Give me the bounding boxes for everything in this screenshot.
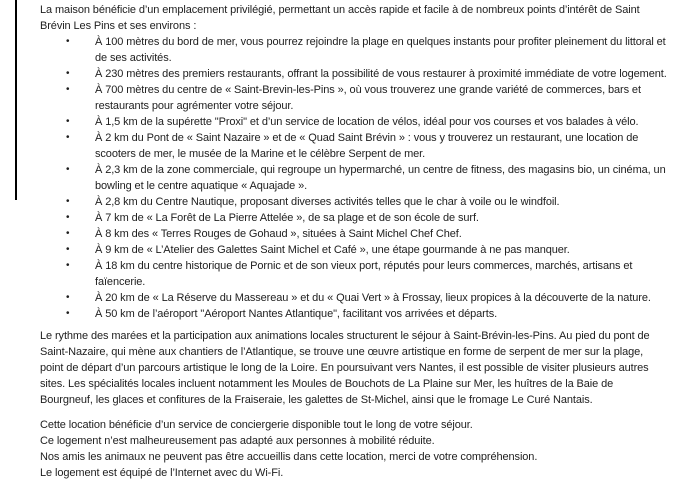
- notes-block: [40, 417, 668, 481]
- poi-item-text: À 8 km des « Terres Rouges de Gohaud », situées à Saint Michel Chef Chef.: [95, 228, 462, 240]
- bullet-icon: •: [66, 132, 70, 143]
- poi-item-text: À 100 mètres du bord de mer, vous pourrez rejoindre la plage en quelques instants pour profiter pleinement du littoral et de ses activités.: [95, 36, 666, 64]
- intro-paragraph: La maison bénéficie d’un emplacement privilégié, permettant un accès rapide et facile à de nombreux points d’intérêt de Saint Brévin Les Pins et ses environs :: [40, 4, 640, 32]
- note-line-wifi: Le logement est équipé de l’Internet avec du Wi-Fi.: [40, 467, 284, 479]
- bullet-icon: •: [66, 36, 70, 47]
- bullet-icon: •: [66, 164, 70, 175]
- bullet-icon: •: [66, 116, 70, 127]
- poi-item: [40, 210, 668, 226]
- poi-item-text: À 2,3 km de la zone commerciale, qui regroupe un hypermarché, un centre de fitness, des magasins bio, un cinéma, un bowling et le centre aquatique « Aquajade ».: [95, 164, 666, 192]
- poi-list: [40, 34, 668, 322]
- poi-item: [40, 226, 668, 242]
- bullet-icon: •: [66, 260, 70, 271]
- poi-item-text: À 20 km de « La Réserve du Massereau » et du « Quai Vert » à Frossay, lieux propices à la découverte de la nature.: [95, 292, 651, 304]
- poi-item-text: À 50 km de l’aéroport "Aéroport Nantes Atlantique", facilitant vos arrivées et départs.: [95, 308, 498, 320]
- description-text-block: [40, 2, 668, 481]
- bullet-icon: •: [66, 196, 70, 207]
- bullet-icon: •: [66, 292, 70, 303]
- poi-item-text: À 18 km du centre historique de Pornic et de son vieux port, réputés pour leurs commerces, marchés, artisans et faïencerie.: [95, 260, 633, 288]
- poi-item: [40, 34, 668, 66]
- poi-item: [40, 258, 668, 290]
- bullet-icon: •: [66, 308, 70, 319]
- poi-item-text: À 2 km du Pont de « Saint Nazaire » et de « Quad Saint Brévin » : vous y trouverez un restaurant, une location de scooters de mer, le musée de la Marine et le célèbre Serpent de mer.: [95, 132, 639, 160]
- poi-item-text: À 700 mètres du centre de « Saint-Brevin-les-Pins », où vous trouverez une grande variété de commerces, bars et restaurants pour agrémenter votre séjour.: [95, 84, 641, 112]
- bullet-icon: •: [66, 244, 70, 255]
- poi-item: [40, 162, 668, 194]
- note-line-accessibility: Ce logement n’est malheureusement pas adapté aux personnes à mobilité réduite.: [40, 435, 435, 447]
- bullet-icon: •: [66, 228, 70, 239]
- poi-item: [40, 306, 668, 322]
- poi-item-text: À 2,8 km du Centre Nautique, proposant diverses activités telles que le char à voile ou le windfoil.: [95, 196, 560, 208]
- poi-item-text: À 230 mètres des premiers restaurants, offrant la possibilité de vous restaurer à proximité immédiate de votre logement.: [95, 68, 667, 80]
- vertical-line-artifact: [15, 0, 17, 200]
- bullet-icon: •: [66, 84, 70, 95]
- poi-item: [40, 66, 668, 82]
- poi-item: [40, 130, 668, 162]
- poi-item: [40, 290, 668, 306]
- poi-item: [40, 114, 668, 130]
- note-line-pets: Nos amis les animaux ne peuvent pas être accueillis dans cette location, merci de votre compréhension.: [40, 451, 538, 463]
- bullet-icon: •: [66, 68, 70, 79]
- area-overview-paragraph: Le rythme des marées et la participation aux animations locales structurent le séjour à Saint-Brévin-les-Pins. Au pied du pont de Saint-Nazaire, qui mène aux chantiers de l’Atlantique, se trouve une œuvre artistique en forme de serpent de mer sur la plage, point de départ d’un parcours artistique le long de la Loire. En poursuivant vers Nantes, il est possible de visiter plusieurs autres sites. Les spécialités locales incluent notamment les Moules de Bouchots de La Plaine sur Mer, les huîtres de la Baie de Bourgneuf, les glaces et confitures de la Fraiseraie, les galettes de St-Michel, ainsi que le fromage Le Curé Nantais.: [40, 330, 650, 406]
- poi-item-text: À 9 km de « L’Atelier des Galettes Saint Michel et Café », une étape gourmande à ne pas manquer.: [95, 244, 570, 256]
- poi-item-text: À 7 km de « La Forêt de La Pierre Attelée », de sa plage et de son école de surf.: [95, 212, 479, 224]
- poi-item: [40, 82, 668, 114]
- poi-item: [40, 242, 668, 258]
- note-line-concierge: Cette location bénéficie d’un service de conciergerie disponible tout le long de votre séjour.: [40, 419, 473, 431]
- bullet-icon: •: [66, 212, 70, 223]
- poi-item: [40, 194, 668, 210]
- poi-item-text: À 1,5 km de la supérette "Proxi" et d’un service de location de vélos, idéal pour vos courses et vos balades à vélo.: [95, 116, 639, 128]
